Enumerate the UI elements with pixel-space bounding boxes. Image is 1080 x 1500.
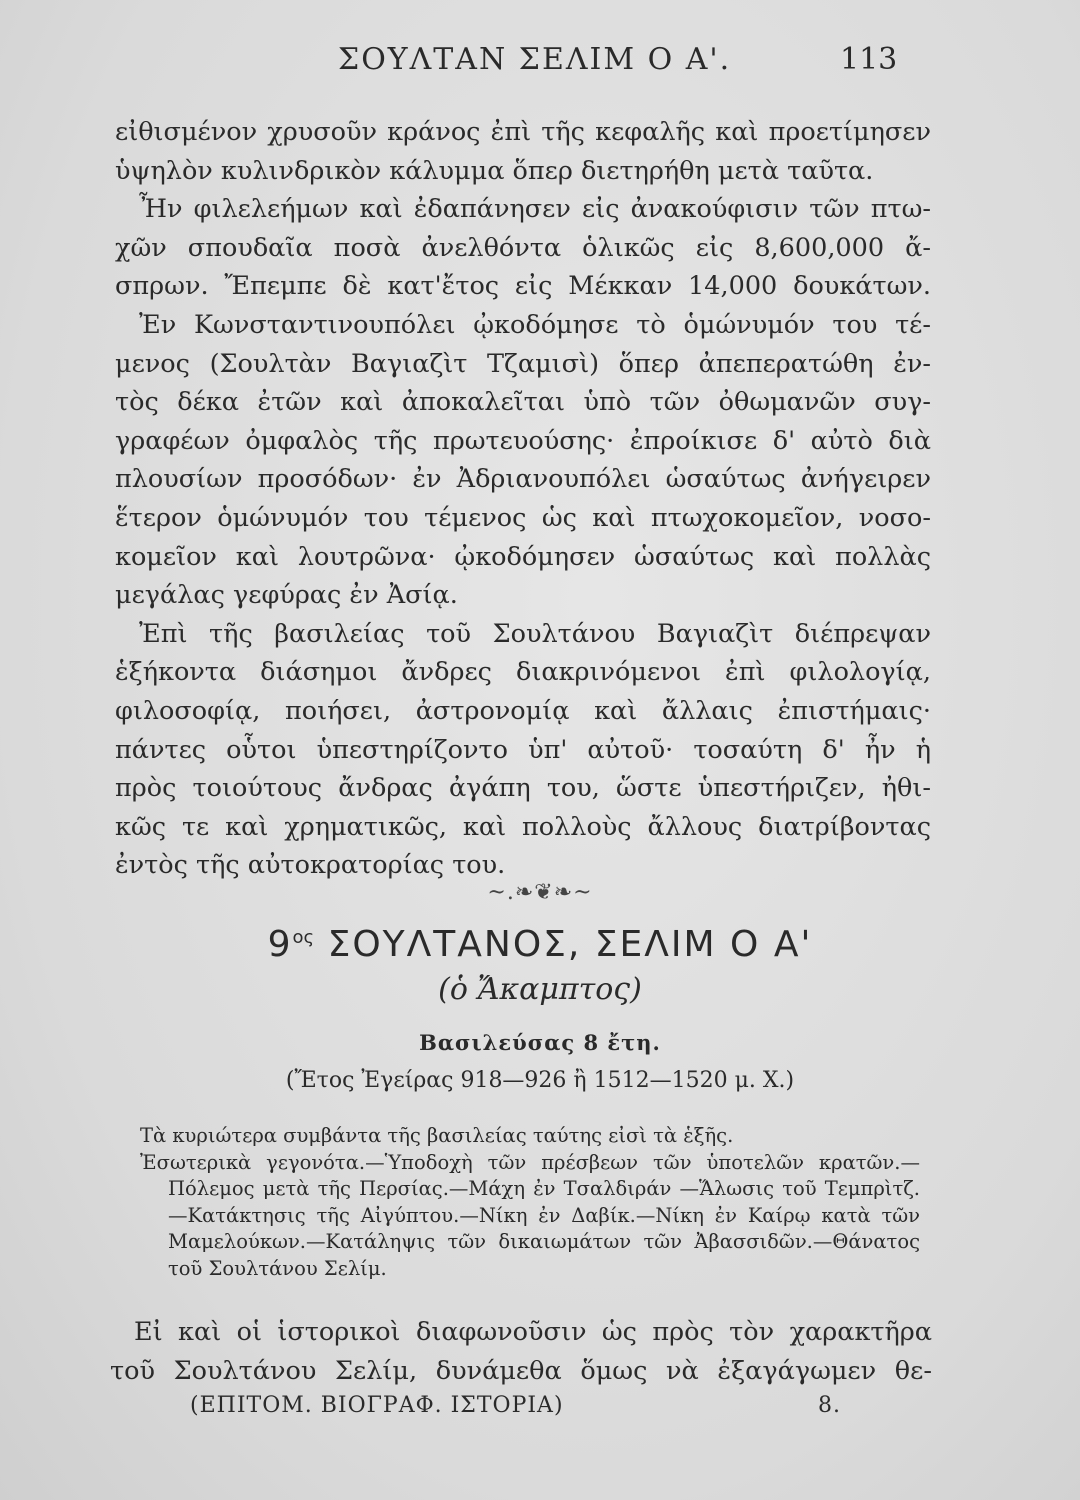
body-line: τὸς δέκα ἐτῶν καὶ ἀποκαλεῖται ὑπὸ τῶν ὀθωμανῶν συγ- bbox=[115, 387, 931, 418]
reign-length: Βασιλεύσας 8 ἔτη. bbox=[419, 1030, 661, 1055]
chapter-title: ΣΟΥΛΤΑΝΟΣ, ΣΕΛΙΜ Ο Α' bbox=[327, 924, 813, 965]
chapter-epithet: (ὁ Ἄκαμπτος) bbox=[438, 972, 642, 1007]
body-line: Ἦν φιλελεήμων καὶ ἐδαπάνησεν εἰς ἀνακούφισιν τῶν πτω- bbox=[139, 194, 931, 225]
page-footer bbox=[0, 1393, 1080, 1427]
summary-intro: Τὰ κυριώτερα συμβάντα τῆς βασιλείας ταύτης εἰσὶ τὰ ἑξῆς. bbox=[140, 1124, 734, 1147]
body-line: μενος (Σουλτὰν Βαγιαζὶτ Τζαμισὶ) ὅπερ ἀπεπερατώθη ἐν- bbox=[115, 348, 931, 379]
closing-line: τοῦ Σουλτάνου Σελίμ, δυνάμεθα ὅμως νὰ ἐξαγάγωμεν θε- bbox=[110, 1355, 932, 1386]
chapter-number-suffix: ος bbox=[292, 927, 315, 948]
body-line: φιλοσοφίᾳ, ποιήσει, ἀστρονομίᾳ καὶ ἄλλαις ἐπιστήμαις· bbox=[115, 695, 931, 726]
summary-events: Ἐσωτερικὰ γεγονότα.—Ὑποδοχὴ τῶν πρέσβεων τῶν ὑποτελῶν κρατῶν.—Πόλεμος μετὰ τῆς Περσίας.—Μάχη ἐν Τσαλδιράν —Ἅλωσις τοῦ Τεμπρὶτζ.—Κατάκτησις τῆς Αἰγύπτου.—Νίκη ἐν Δαβίκ.—Νίκη ἐν Καίρῳ κατὰ τῶν Μαμελούκων.—Κατάληψις τῶν δικαιωμάτων τῶν Ἀβασσιδῶν.—Θάνατος τοῦ Σουλτάνου Σελίμ. bbox=[140, 1150, 920, 1280]
footer-title: (ΕΠΙΤΟΜ. ΒΙΟΓΡΑΦ. ΙΣΤΟΡΙΑ) bbox=[190, 1393, 564, 1418]
closing-paragraph bbox=[110, 1313, 932, 1390]
body-line: ἑξήκοντα διάσημοι ἄνδρες διακρινόμενοι ἐπὶ φιλολογίᾳ, bbox=[115, 657, 931, 688]
signature-mark: 8. bbox=[818, 1393, 841, 1418]
chapter-summary bbox=[140, 1123, 920, 1282]
body-text bbox=[115, 113, 931, 885]
body-line: σπρων. Ἔπεμπε δὲ κατ'ἔτος εἰς Μέκκαν 14,000 δουκάτων. bbox=[115, 271, 931, 302]
chapter-number: 9 bbox=[267, 924, 293, 965]
body-line: Ἐν Κωνσταντινουπόλει ᾠκοδόμησε τὸ ὁμώνυμόν του τέ- bbox=[139, 309, 931, 340]
body-line: χῶν σπουδαῖα ποσὰ ἀνελθόντα ὁλικῶς εἰς 8,600,000 ἄ- bbox=[115, 232, 931, 263]
ornament-divider: ~.❧❦❧~ bbox=[487, 880, 593, 905]
body-line: κῶς τε καὶ χρηματικῶς, καὶ πολλοὺς ἄλλους διατρίβοντας bbox=[115, 811, 931, 842]
body-line: κομεῖον καὶ λουτρῶνα· ᾠκοδόμησεν ὡσαύτως καὶ πολλὰς bbox=[115, 541, 931, 572]
running-title: ΣΟΥΛΤΑΝ ΣΕΛΙΜ Ο Α'. bbox=[338, 42, 732, 77]
body-line: ὑψηλὸν κυλινδρικὸν κάλυμμα ὅπερ διετηρήθη μετὰ ταῦτα. bbox=[115, 155, 874, 186]
body-line: ἐντὸς τῆς αὐτοκρατορίας του. bbox=[115, 850, 506, 881]
body-line: Ἐπὶ τῆς βασιλείας τοῦ Σουλτάνου Βαγιαζὶτ διέπρεψαν bbox=[139, 618, 931, 649]
body-line: πλουσίων προσόδων· ἐν Ἀδριανουπόλει ὡσαύτως ἀνήγειρεν bbox=[115, 464, 931, 495]
body-line: μεγάλας γεφύρας ἐν Ἀσίᾳ. bbox=[115, 580, 458, 611]
running-header bbox=[0, 42, 1080, 82]
body-line: ἕτερον ὁμώνυμόν του τέμενος ὡς καὶ πτωχοκομεῖον, νοσο- bbox=[115, 502, 931, 533]
body-line: πάντες οὗτοι ὑπεστηρίζοντο ὑπ' αὐτοῦ· τοσαύτη δ' ἦν ἡ bbox=[115, 734, 931, 765]
body-line: πρὸς τοιούτους ἄνδρας ἀγάπη του, ὥστε ὑπεστήριζεν, ἠθι- bbox=[115, 773, 931, 804]
closing-line: Εἰ καὶ οἱ ἱστορικοὶ διαφωνοῦσιν ὡς πρὸς τὸν χαρακτῆρα bbox=[134, 1317, 932, 1347]
page-number: 113 bbox=[840, 42, 898, 77]
body-line: γραφέων ὀμφαλὸς τῆς πρωτευούσης· ἐπροίκισε δ' αὐτὸ διὰ bbox=[115, 425, 931, 456]
reign-dates: (Ἔτος Ἐγείρας 918—926 ἢ 1512—1520 μ. Χ.) bbox=[285, 1068, 795, 1093]
chapter-heading bbox=[0, 924, 1080, 965]
body-line: εἰθισμένον χρυσοῦν κράνος ἐπὶ τῆς κεφαλῆς καὶ προετίμησεν bbox=[115, 117, 931, 147]
